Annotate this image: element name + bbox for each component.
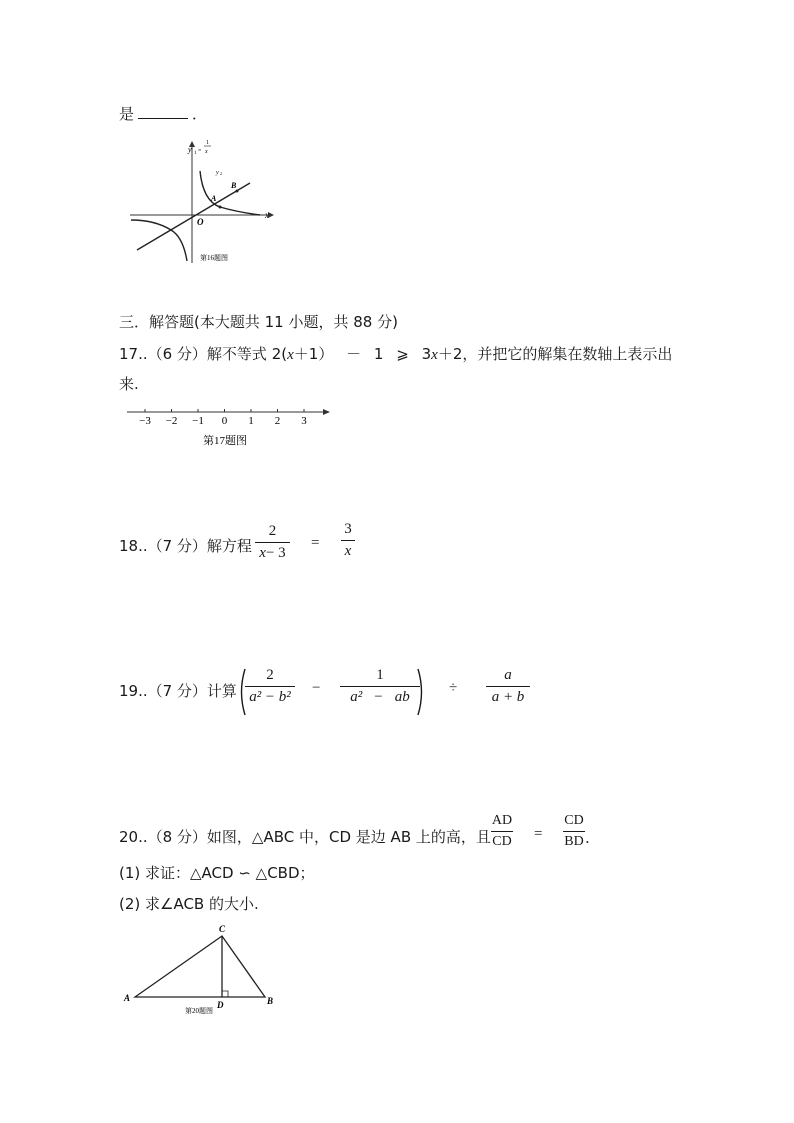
q16-hyperbola-q3 (131, 220, 187, 261)
q17-tick-label: 2 (274, 415, 281, 427)
q20-label-b: B (267, 996, 274, 1006)
q20-equals: = (534, 826, 543, 842)
q16-point-a (219, 206, 222, 209)
q19-f2-num: 1 (376, 667, 384, 683)
q16-frac-den: x (205, 149, 208, 155)
q19-f3-num: a (504, 667, 512, 683)
q20-right-angle-mark (222, 991, 228, 997)
q20-label-a: A (124, 993, 131, 1003)
q20-figure (118, 920, 286, 1020)
q17-tick-label: −3 (139, 415, 151, 427)
q18-lhs-num: 2 (268, 523, 277, 539)
q18-lhs-den-rest: − 3 (265, 545, 286, 561)
section3-heading: 三．解答题(本大题共 11 小题，共 88 分) (119, 313, 398, 331)
q16-b-label: B (231, 181, 237, 190)
q18-lhs-fraction (255, 523, 290, 562)
q19-fraction-2 (340, 667, 420, 706)
q17-tick-label: 3 (301, 415, 307, 427)
q17-number-line (124, 403, 334, 451)
q20-label-d: D (217, 1000, 224, 1010)
q20-part1: (1) 求证：△ACD ∽ △CBD； (119, 864, 315, 882)
q17-geq: ⩾ (396, 345, 409, 363)
q17-arrow-icon (323, 409, 330, 415)
q16-figure (125, 135, 280, 270)
q17-tick-label: 0 (221, 415, 228, 427)
q19-f2-den-minus: − (374, 689, 383, 705)
q17-minus: － (346, 345, 362, 363)
q16-y2-label: y (216, 170, 219, 176)
q20-part2: (2) 求∠ACB 的大小. (119, 895, 259, 913)
q17-number: 17.. (119, 345, 148, 363)
q16-tail-text: 是 (119, 105, 135, 123)
q19-f2-den-b: ab (394, 689, 410, 705)
q16-tail-line (119, 103, 207, 124)
q19-fraction-3 (486, 667, 530, 706)
q17-tick-label: 1 (248, 415, 254, 427)
q20-triangle-abc (135, 936, 265, 997)
q18-lead: 18..（7 分）解方程 (119, 537, 252, 555)
q17-caption: 第17题图 (203, 435, 247, 447)
q18-equals: = (311, 535, 320, 551)
q20-fraction-1 (491, 813, 513, 850)
q19-f2-den-a: a² (350, 689, 363, 705)
q19-right-paren (417, 668, 425, 716)
q17-mid1: ＋1） (293, 345, 334, 363)
q16-a-label: A (211, 194, 217, 203)
q20-f2-num: CD (564, 813, 584, 828)
q20-f2-den: BD (564, 834, 584, 849)
q20-f1-den: CD (492, 834, 512, 849)
q19-minus: − (312, 680, 321, 696)
q19-divide: ÷ (449, 680, 458, 696)
q20-fraction-2 (563, 813, 585, 850)
q17-tick-label: −2 (165, 415, 178, 427)
q18-rhs-fraction (341, 521, 355, 560)
q20-label-c: C (219, 924, 226, 934)
q16-frac-num: 1 (206, 140, 209, 146)
q20-f1-num: AD (491, 813, 513, 828)
q16-line-y2 (137, 183, 250, 250)
q17-line2: 来. (119, 375, 139, 393)
q16-y-eq: = (198, 148, 202, 154)
q19-f1-den: a² − b² (249, 689, 291, 705)
q17-score: （6 分）解不等式 2( (147, 345, 288, 363)
q16-y-label: y (188, 145, 192, 154)
q16-answer-blank (138, 118, 188, 119)
q18-rhs-num: 3 (344, 521, 352, 537)
q18-rhs-den: x (344, 543, 352, 559)
q20-caption: 第20题图 (185, 1007, 213, 1015)
q16-o-label: O (197, 217, 204, 227)
q19-fraction-1 (245, 667, 295, 706)
q20-lead: 20..（8 分）如图，△ABC 中，CD 是边 AB 上的高，且 (119, 828, 491, 846)
q16-caption: 第16题图 (200, 254, 228, 262)
q17-x1: x (287, 347, 294, 363)
q19-f1-num: 2 (266, 667, 274, 683)
q17-rhs-a: 3 (421, 345, 432, 363)
q17-one: 1 (373, 345, 384, 363)
q16-y2-sub: 2 (220, 171, 222, 176)
q18-lhs-den-x: x (259, 545, 266, 561)
q20-end: . (585, 829, 590, 847)
q16-x-label: x (265, 210, 269, 220)
q16-y1-sub: 1 (194, 151, 197, 156)
q19-lead: 19..（7 分）计算 (119, 682, 237, 700)
q17-rhs-x: x (431, 347, 438, 363)
q16-hyperbola-q1 (200, 171, 260, 215)
q17-line1 (119, 343, 672, 364)
q19-f3-den: a + b (491, 689, 525, 705)
q16-tail-end: ． (192, 105, 208, 123)
q17-tick-label: −1 (192, 415, 204, 427)
q17-rhs-b: ＋2，并把它的解集在数轴上表示出 (437, 345, 673, 363)
